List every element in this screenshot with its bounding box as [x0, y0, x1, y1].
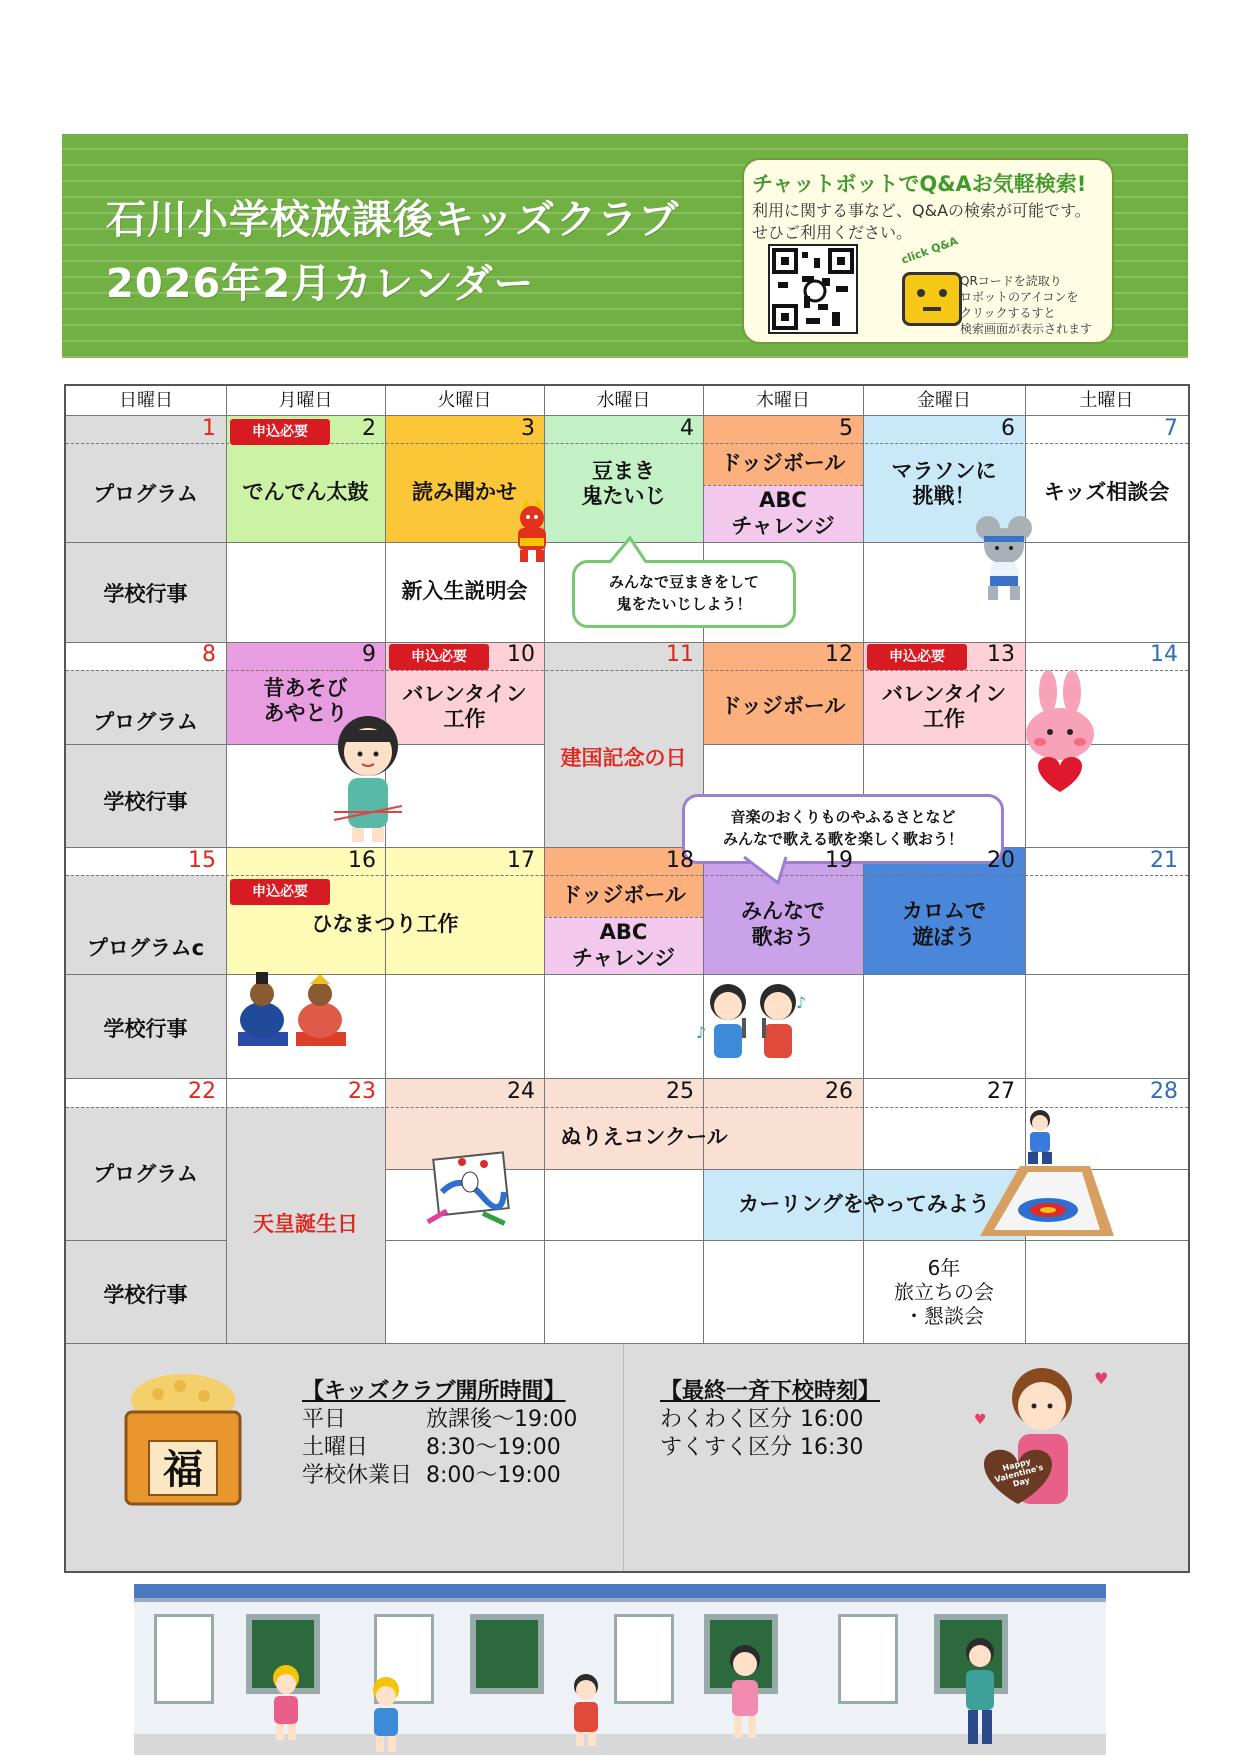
date-9: 9	[362, 642, 376, 667]
hours-title: 【キッズクラブ開所時間】	[302, 1379, 566, 1404]
rabbit-heart-illustration	[1018, 670, 1104, 800]
hours-row-saturday	[302, 1434, 577, 1462]
event-tue-w2: バレンタイン 工作	[402, 681, 527, 731]
date-24: 24	[507, 1079, 535, 1104]
event-thu-w3: みんなで 歌おう	[741, 899, 825, 949]
date-19: 19	[825, 848, 853, 873]
date-2: 2	[362, 416, 376, 441]
date-12: 12	[825, 642, 853, 667]
hours-label: 平日	[302, 1407, 347, 1432]
dismissal-label: すくすく区分	[660, 1435, 793, 1460]
date-18: 18	[666, 848, 694, 873]
man-walking	[952, 1636, 1008, 1748]
weekday-sun: 日曜日	[119, 390, 173, 411]
event-wed-w3-b: ABC チャレンジ	[571, 920, 676, 970]
dismissal-title: 【最終一斉下校時刻】	[660, 1379, 881, 1404]
qr-note-4: 検索画面が表示されます	[960, 322, 1093, 336]
weekday-fri: 金曜日	[917, 390, 971, 411]
date-7: 7	[1164, 416, 1178, 441]
weekday-thu: 木曜日	[756, 390, 810, 411]
date-3: 3	[521, 416, 535, 441]
dismissal-row-waku	[660, 1406, 880, 1434]
date-1: 1	[202, 416, 216, 441]
date-23: 23	[348, 1079, 376, 1104]
event-curling: カーリングをやってみよう	[738, 1191, 990, 1216]
date-13: 13	[987, 642, 1015, 667]
row-label-program-w2: プログラム	[93, 710, 198, 734]
date-8: 8	[202, 642, 216, 667]
row-label-school-w2: 学校行事	[103, 790, 188, 814]
kid-girl-red	[564, 1670, 608, 1750]
kid-yellow-hat-2	[364, 1676, 408, 1754]
grid-h-w2a	[66, 744, 544, 745]
event-mon-w2: 昔あそび あやとり	[263, 675, 348, 725]
date-10: 10	[507, 642, 535, 667]
date-26: 26	[825, 1079, 853, 1104]
dismissal-section	[660, 1378, 880, 1462]
robot-icon[interactable]	[902, 272, 962, 326]
dismissal-value: 16:30	[800, 1435, 864, 1460]
grid-h-w2a-r	[703, 744, 1188, 745]
qr-note-1: QRコードを読取り	[960, 274, 1062, 288]
chatbot-text-1: 利用に関する事など、Q&Aの検索が可能です。	[752, 201, 1091, 220]
speech-bubble-song: 音楽のおくりものやふるさとなど みんなで歌える歌を楽しく歌おう！	[682, 794, 1004, 864]
school-fri-w4: 6年 旅立ちの会 ・懇談会	[894, 1255, 994, 1328]
hours-label: 土曜日	[302, 1435, 369, 1460]
school-tue-w1: 新入生説明会	[401, 579, 528, 604]
girl-ayatori-illustration	[330, 712, 406, 844]
qr-code-icon[interactable]	[768, 244, 858, 334]
event-nurie: ぬりえコンクール	[560, 1125, 728, 1150]
event-wed-w3-a: ドッジボール	[561, 883, 686, 908]
kids-singing-illustration	[692, 978, 812, 1072]
apply-badge-13: 申込必要	[867, 644, 967, 670]
event-fri-w3: カロムで 遊ぼう	[902, 899, 986, 949]
row-label-school-w1: 学校行事	[103, 582, 188, 606]
event-mon-w1: でんでん太鼓	[242, 479, 369, 504]
hours-row-holiday	[302, 1462, 577, 1490]
hours-label: 学校休業日	[302, 1463, 413, 1488]
hours-value: 8:00～19:00	[426, 1463, 561, 1488]
page-title-line1: 石川小学校放課後キッズクラブ	[106, 197, 680, 243]
date-5: 5	[839, 416, 853, 441]
hours-value: 8:30～19:00	[426, 1435, 561, 1460]
bubble-tail-setsubun	[606, 536, 654, 564]
hours-value: 放課後～19:00	[426, 1407, 578, 1432]
dismissal-row-suku	[660, 1434, 880, 1462]
date-15: 15	[188, 848, 216, 873]
dismissal-label: わくわく区分	[660, 1407, 793, 1432]
kid-yellow-hat-1	[264, 1664, 308, 1744]
header-banner	[62, 134, 1188, 358]
holiday-kenkoku: 建国記念の日	[560, 745, 687, 770]
row-label-program-w1: プログラム	[93, 482, 198, 506]
date-28: 28	[1150, 1079, 1178, 1104]
school-building-illustration	[134, 1584, 1106, 1755]
label-col-w3	[66, 847, 226, 1078]
event-fri-w2: バレンタイン 工作	[881, 681, 1007, 731]
svg-text:♪: ♪	[696, 1023, 707, 1042]
date-25: 25	[666, 1079, 694, 1104]
apply-badge-2: 申込必要	[230, 419, 330, 445]
weekday-tue: 火曜日	[437, 390, 492, 411]
svg-text:♪: ♪	[796, 993, 807, 1012]
chatbot-text-2: せひご利用ください。	[752, 223, 913, 242]
page-title-line2: 2026年2月カレンダー	[106, 261, 535, 307]
hina-dolls-illustration	[230, 970, 350, 1050]
coloring-illustration	[422, 1152, 518, 1230]
date-20: 20	[987, 848, 1015, 873]
event-montue-w3: ひなまつり工作	[311, 911, 459, 936]
date-16: 16	[348, 848, 376, 873]
date-4: 4	[680, 416, 694, 441]
row-label-program-w4: プログラム	[93, 1162, 198, 1186]
date-6: 6	[1001, 416, 1015, 441]
date-11: 11	[666, 642, 694, 667]
event-thu-w2: ドッジボール	[720, 694, 846, 719]
fuku-label: 福	[148, 1440, 218, 1496]
weekday-sat: 土曜日	[1079, 390, 1134, 411]
grid-h-w4b-l	[66, 1240, 226, 1241]
row-label-program-w3: プログラムc	[86, 936, 205, 960]
date-14: 14	[1150, 642, 1178, 667]
chatbot-box[interactable]	[742, 158, 1114, 344]
fukumame-masu-illustration	[118, 1370, 248, 1508]
qr-note-3: クリックするすと	[960, 306, 1056, 320]
event-fri-w1: マラソンに 挑戦！	[891, 458, 997, 508]
row-label-school-w4: 学校行事	[103, 1283, 188, 1307]
footer-divider	[623, 1343, 624, 1571]
row-label-school-w3: 学校行事	[103, 1017, 188, 1041]
svg-text:♥: ♥	[974, 1412, 987, 1428]
chatbot-title: チャットボットでQ&Aお気軽検索!	[752, 172, 1087, 196]
date-27: 27	[987, 1079, 1015, 1104]
apply-badge-10: 申込必要	[389, 644, 489, 670]
weekday-wed: 水曜日	[596, 390, 651, 411]
apply-badge-16: 申込必要	[230, 879, 330, 905]
valentine-text: Happy Valentine's Day	[993, 1456, 1045, 1489]
valentine-girl-illustration	[970, 1364, 1109, 1510]
dismissal-value: 16:00	[800, 1407, 864, 1432]
mouse-runner-illustration	[966, 514, 1042, 602]
hours-row-weekday	[302, 1406, 577, 1434]
event-thu-w1-a: ドッジボール	[720, 451, 846, 476]
kid-girl-pink	[720, 1642, 770, 1742]
date-22: 22	[188, 1079, 216, 1104]
date-17: 17	[507, 848, 535, 873]
qr-note-2: ロボットのアイコンを	[960, 290, 1079, 304]
hours-section	[302, 1378, 577, 1490]
event-wed-w1: 豆まき 鬼たいじ	[581, 458, 666, 508]
weekday-mon: 月曜日	[278, 390, 333, 411]
event-tue-w1: 読み聞かせ	[412, 479, 517, 504]
event-thu-w1-b: ABC チャレンジ	[731, 488, 835, 538]
svg-text:♥: ♥	[1094, 1369, 1109, 1388]
calendar-grid	[64, 384, 1190, 1573]
click-qa-label: click Q&A	[899, 234, 960, 267]
date-21: 21	[1150, 848, 1178, 873]
event-sat-w1: キッズ相談会	[1043, 479, 1170, 504]
curling-illustration	[980, 1106, 1114, 1246]
grid-h-w4c	[66, 1343, 1188, 1344]
holiday-tenno: 天皇誕生日	[253, 1212, 358, 1237]
speech-bubble-setsubun: みんなで豆まきをして 鬼をたいじしよう！	[572, 560, 796, 628]
oni-illustration	[504, 498, 560, 564]
